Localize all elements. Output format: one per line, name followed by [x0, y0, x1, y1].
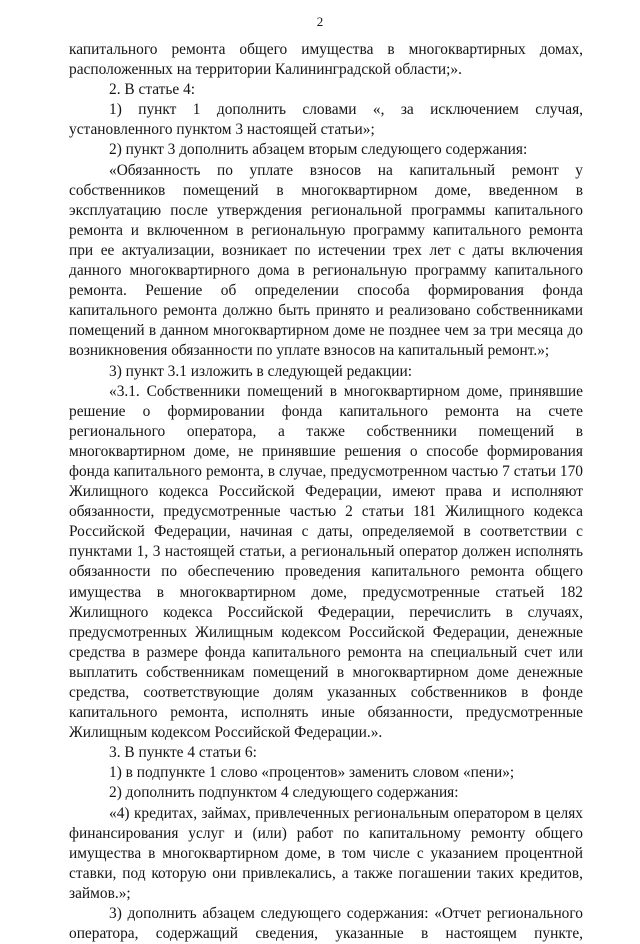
- paragraph-quote-credits: «4) кредитах, займах, привлеченных региональным оператором в целях финансирования услуг и (или) работ по капитальному ремонту общего имущества в многоквартирном доме, в том числе с указанием процентной ставки, под которую они привлекались, а также погашении таких кредитов, займов.»;: [69, 804, 583, 902]
- paragraph-subitem-2: 2) дополнить подпунктом 4 следующего содержания:: [109, 784, 459, 802]
- paragraph-continuation: капитального ремонта общего имущества в многоквартирных домах, расположенных на территории Калининградской области;».: [69, 41, 583, 79]
- paragraph-subitem-3: 3) дополнить абзацем следующего содержания: «Отчет регионального оператора, содержащий сведения, указанные в настоящем пункте,: [69, 905, 583, 943]
- paragraph-article-4-heading: 2. В статье 4:: [109, 81, 196, 99]
- paragraph-subitem-1: 1) в подпункте 1 слово «процентов» заменить словом «пени»;: [109, 764, 515, 782]
- paragraph-item-2: 2) пункт 3 дополнить абзацем вторым следующего содержания:: [109, 141, 528, 159]
- document-body: [69, 40, 583, 944]
- paragraph-item-1: 1) пункт 1 дополнить словами «, за исключением случая, установленного пунктом 3 настоящей статьи»;: [69, 101, 583, 139]
- paragraph-quote-3-1: «3.1. Собственники помещений в многоквартирном доме, принявшие решение о формировании фонда капитального ремонта на счете регионального оператора, а также собственники помещений в многоквартирном доме, не принявшие решения о способе формирования фонда капитального ремонта, в случае, предусмотренном частью 7 статьи 170 Жилищного кодекса Российской Федерации, имеют права и исполняют обязанности, предусмотренные частью 2 статьи 181 Жилищного кодекса Российской Федерации, начиная с даты, определяемой в соответствии с пунктами 1, 3 настоящей статьи, а региональный оператор должен исполнять обязанности по обеспечению проведения капитального ремонта общего имущества в многоквартирном доме, предусмотренные статьей 182 Жилищного кодекса Российской Федерации, перечислить в случаях, предусмотренных Жилищным кодексом Российской Федерации, денежные средства в размере фонда капитального ремонта на специальный счет или выплатить собственникам помещений в многоквартирном доме денежные средства, соответствующие долям указанных собственников в фонде капитального ремонта, исполнять иные обязанности, предусмотренные Жилищным кодексом Российской Федерации.».: [69, 382, 583, 742]
- page-number: 2: [316, 14, 324, 29]
- paragraph-quote-obligation: «Обязанность по уплате взносов на капитальный ремонт у собственников помещений в многоквартирном доме, введенном в эксплуатацию после утверждения региональной программы капитального ремонта и включенном в региональную программу капитального ремонта при ее актуализации, возникает по истечении трех лет с даты включения данного многоквартирного дома в региональную программу капитального ремонта. Решение об определении способа формирования фонда капитального ремонта должно быть принято и реализовано собственниками помещений в данном многоквартирном доме не позднее чем за три месяца до возникновения обязанности по уплате взносов на капитальный ремонт.»;: [69, 161, 583, 360]
- paragraph-article-6-heading: 3. В пункте 4 статьи 6:: [109, 744, 257, 762]
- paragraph-item-3: 3) пункт 3.1 изложить в следующей редакции:: [109, 362, 413, 380]
